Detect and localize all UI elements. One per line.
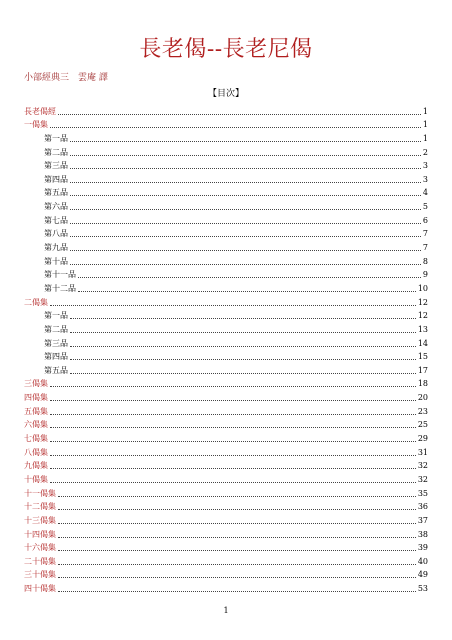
toc-entry-label[interactable]: 第五品 xyxy=(44,365,68,375)
toc-entry[interactable] xyxy=(24,144,428,158)
toc-dot-leader xyxy=(50,427,416,428)
toc-dot-leader xyxy=(50,127,421,128)
toc-entry-label[interactable]: 四十偈集 xyxy=(24,584,56,594)
toc-entry-label[interactable]: 十偈集 xyxy=(24,474,48,484)
toc-dot-leader xyxy=(50,455,416,456)
toc-entry[interactable] xyxy=(24,267,428,281)
toc-entry[interactable] xyxy=(24,198,428,212)
page-number: 1 xyxy=(223,606,229,615)
toc-dot-leader xyxy=(70,195,421,196)
toc-entry-label[interactable]: 第十二品 xyxy=(44,283,76,293)
toc-dot-leader xyxy=(70,359,416,360)
toc-dot-leader xyxy=(50,414,416,415)
toc-entry-label[interactable]: 十一偈集 xyxy=(24,488,56,498)
toc-entry[interactable] xyxy=(24,485,428,499)
toc-heading: 【目次】 xyxy=(207,89,244,99)
toc-dot-leader xyxy=(70,264,421,265)
toc-entry-label[interactable]: 第四品 xyxy=(44,174,68,184)
document-title: 長老偈--長老尼偈 xyxy=(139,37,313,62)
toc-dot-leader xyxy=(50,482,416,483)
toc-dot-leader xyxy=(70,223,421,224)
toc-entry-page[interactable]: 38 xyxy=(417,529,428,539)
toc-entry[interactable] xyxy=(24,280,428,294)
toc-entry[interactable] xyxy=(24,117,428,131)
toc-entry[interactable] xyxy=(24,512,428,526)
toc-entry-label[interactable]: 第四品 xyxy=(44,352,68,362)
toc-dot-leader xyxy=(58,577,416,578)
toc-dot-leader xyxy=(70,318,416,319)
toc-entry-page[interactable]: 3 xyxy=(422,161,428,171)
toc-entry-label[interactable]: 第十品 xyxy=(44,256,68,266)
toc-entry-page[interactable]: 3 xyxy=(422,174,428,184)
toc-entry[interactable] xyxy=(24,253,428,267)
toc-entry-page[interactable]: 14 xyxy=(417,338,428,348)
toc-entry[interactable] xyxy=(24,444,428,458)
toc-dot-leader xyxy=(70,236,421,237)
toc-entry-label[interactable]: 四偈集 xyxy=(24,393,48,403)
toc-entry-label[interactable]: 第一品 xyxy=(44,311,68,321)
toc-entry-label[interactable]: 十四偈集 xyxy=(24,529,56,539)
toc-entry[interactable] xyxy=(24,417,428,431)
toc-dot-leader xyxy=(70,168,421,169)
toc-entry[interactable] xyxy=(24,335,428,349)
toc-entry-label[interactable]: 第七品 xyxy=(44,215,68,225)
toc-entry[interactable] xyxy=(24,553,428,567)
toc-entry[interactable] xyxy=(24,171,428,185)
toc-entry[interactable] xyxy=(24,130,428,144)
toc-entry[interactable] xyxy=(24,376,428,390)
toc-entry-label[interactable]: 第三品 xyxy=(44,338,68,348)
toc-entry-page[interactable]: 13 xyxy=(417,324,428,334)
toc-dot-leader xyxy=(58,550,416,551)
toc-entry-label[interactable]: 五偈集 xyxy=(24,406,48,416)
toc-entry[interactable] xyxy=(24,430,428,444)
toc-dot-leader xyxy=(58,537,416,538)
toc-entry-page[interactable]: 36 xyxy=(417,502,428,512)
toc-entry-label[interactable]: 十三偈集 xyxy=(24,515,56,525)
toc-dot-leader xyxy=(70,346,416,347)
toc-dot-leader xyxy=(78,277,421,278)
toc-entry-page[interactable]: 4 xyxy=(422,188,428,198)
toc-entry-page[interactable]: 29 xyxy=(417,434,428,444)
toc-dot-leader xyxy=(70,141,421,142)
toc-dot-leader xyxy=(50,468,416,469)
toc-entry-page[interactable]: 8 xyxy=(422,256,428,266)
toc-entry-page[interactable]: 7 xyxy=(422,229,428,239)
toc-entry-page[interactable]: 6 xyxy=(422,215,428,225)
toc-entry-page[interactable]: 35 xyxy=(417,488,428,498)
toc-entry[interactable] xyxy=(24,294,428,308)
toc-dot-leader xyxy=(78,291,416,292)
toc-entry-page[interactable]: 9 xyxy=(422,270,428,280)
toc-entry-label[interactable]: 六偈集 xyxy=(24,420,48,430)
toc-dot-leader xyxy=(50,386,416,387)
document-subtitle: 小部經典三 雲庵 譯 xyxy=(24,73,108,83)
toc-entry-page[interactable]: 39 xyxy=(417,543,428,553)
toc-entry[interactable] xyxy=(24,580,428,594)
toc-entry-page[interactable]: 5 xyxy=(422,202,428,212)
toc-entry[interactable] xyxy=(24,158,428,172)
toc-entry-label[interactable]: 第十一品 xyxy=(44,270,76,280)
toc-entry-page[interactable]: 7 xyxy=(422,243,428,253)
toc-entry-page[interactable]: 37 xyxy=(417,515,428,525)
toc-dot-leader xyxy=(58,523,416,524)
toc-entry-label[interactable]: 第三品 xyxy=(44,161,68,171)
toc-entry[interactable] xyxy=(24,389,428,403)
toc-dot-leader xyxy=(50,305,416,306)
toc-entry[interactable] xyxy=(24,458,428,472)
toc-entry-page[interactable]: 17 xyxy=(417,365,428,375)
toc-entry-label[interactable]: 第九品 xyxy=(44,243,68,253)
toc-dot-leader xyxy=(58,496,416,497)
toc-dot-leader xyxy=(58,509,416,510)
toc-entry-page[interactable]: 15 xyxy=(417,352,428,362)
toc-entry-label[interactable]: 第五品 xyxy=(44,188,68,198)
toc-dot-leader xyxy=(70,155,421,156)
toc-entry[interactable] xyxy=(24,212,428,226)
table-of-contents xyxy=(24,103,428,594)
toc-entry-label[interactable]: 一偈集 xyxy=(24,120,48,130)
toc-entry-label[interactable]: 第六品 xyxy=(44,202,68,212)
toc-dot-leader xyxy=(70,182,421,183)
toc-entry-page[interactable]: 18 xyxy=(417,379,428,389)
toc-entry[interactable] xyxy=(24,103,428,117)
toc-entry-label[interactable]: 二十偈集 xyxy=(24,556,56,566)
toc-entry[interactable] xyxy=(24,540,428,554)
toc-entry-page[interactable]: 1 xyxy=(422,120,428,130)
toc-entry-page[interactable]: 53 xyxy=(417,584,428,594)
toc-dot-leader xyxy=(70,209,421,210)
toc-dot-leader xyxy=(70,332,416,333)
toc-dot-leader xyxy=(58,564,416,565)
toc-entry-label[interactable]: 七偈集 xyxy=(24,434,48,444)
toc-dot-leader xyxy=(58,591,416,592)
toc-entry[interactable] xyxy=(24,362,428,376)
toc-entry-label[interactable]: 第一品 xyxy=(44,133,68,143)
toc-entry-label[interactable]: 十二偈集 xyxy=(24,502,56,512)
toc-entry-page[interactable]: 2 xyxy=(422,147,428,157)
toc-entry[interactable] xyxy=(24,185,428,199)
toc-entry-label[interactable]: 第二品 xyxy=(44,324,68,334)
toc-entry-label[interactable]: 第八品 xyxy=(44,229,68,239)
toc-entry-page[interactable]: 10 xyxy=(417,283,428,293)
toc-entry[interactable] xyxy=(24,471,428,485)
toc-entry-page[interactable]: 20 xyxy=(417,393,428,403)
toc-entry-label[interactable]: 長老偈經 xyxy=(24,106,56,116)
toc-entry-page[interactable]: 25 xyxy=(417,420,428,430)
toc-entry[interactable] xyxy=(24,321,428,335)
toc-entry[interactable] xyxy=(24,499,428,513)
toc-entry-page[interactable]: 12 xyxy=(417,311,428,321)
toc-dot-leader xyxy=(50,400,416,401)
toc-dot-leader xyxy=(70,373,416,374)
toc-entry[interactable] xyxy=(24,403,428,417)
toc-entry-label[interactable]: 十六偈集 xyxy=(24,543,56,553)
toc-entry-page[interactable]: 1 xyxy=(422,133,428,143)
toc-entry[interactable] xyxy=(24,526,428,540)
toc-dot-leader xyxy=(70,250,421,251)
toc-dot-leader xyxy=(58,114,421,115)
toc-entry-page[interactable]: 23 xyxy=(417,406,428,416)
toc-entry[interactable] xyxy=(24,308,428,322)
toc-entry[interactable] xyxy=(24,226,428,240)
toc-entry[interactable] xyxy=(24,349,428,363)
toc-entry-page[interactable]: 12 xyxy=(417,297,428,307)
toc-entry-page[interactable]: 32 xyxy=(417,461,428,471)
toc-entry-label[interactable]: 九偈集 xyxy=(24,461,48,471)
toc-entry-label[interactable]: 第二品 xyxy=(44,147,68,157)
toc-entry-label[interactable]: 三十偈集 xyxy=(24,570,56,580)
toc-entry-page[interactable]: 1 xyxy=(422,106,428,116)
toc-entry-page[interactable]: 49 xyxy=(417,570,428,580)
toc-entry-page[interactable]: 40 xyxy=(417,556,428,566)
toc-dot-leader xyxy=(50,441,416,442)
toc-entry-label[interactable]: 八偈集 xyxy=(24,447,48,457)
toc-entry[interactable] xyxy=(24,567,428,581)
toc-entry[interactable] xyxy=(24,239,428,253)
toc-entry-label[interactable]: 二偈集 xyxy=(24,297,48,307)
toc-entry-label[interactable]: 三偈集 xyxy=(24,379,48,389)
toc-entry-page[interactable]: 32 xyxy=(417,474,428,484)
toc-entry-page[interactable]: 31 xyxy=(417,447,428,457)
